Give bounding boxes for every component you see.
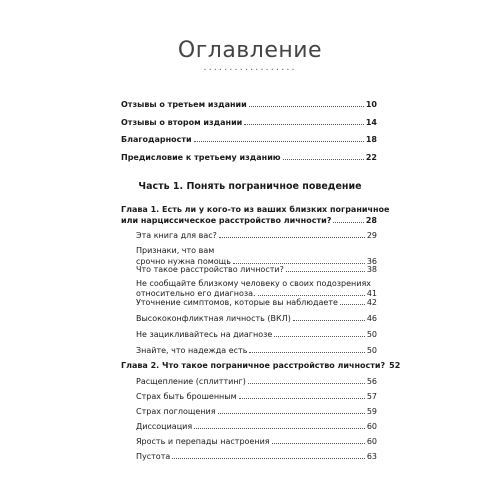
section-label: Знайте, что надежда есть	[136, 346, 248, 355]
page-title: Оглавление	[177, 38, 323, 63]
section-page: 38	[366, 265, 377, 274]
section-page: 29	[366, 231, 377, 240]
section-entry[interactable]	[136, 230, 377, 241]
chapter-entry[interactable]	[121, 215, 377, 226]
chapter-title: Глава 2. Что такое пограничное расстройство личности?	[121, 361, 386, 370]
section-label: Не зацикливайтесь на диагнозе	[136, 330, 273, 339]
section-entry[interactable]	[136, 391, 377, 402]
chapter-title-line2: или нарциссическое расстройство личности?	[121, 216, 332, 225]
chapter-title-line1: Глава 1. Есть ли у кого-то из ваших близких пограничное	[121, 205, 390, 214]
leader-dots	[249, 345, 364, 353]
chapter-page: 52	[389, 361, 401, 370]
section-label: относительно его диагноза.	[136, 289, 256, 298]
section-entry[interactable]	[136, 451, 377, 462]
leader-dots	[333, 215, 364, 223]
leader-dots	[172, 451, 365, 459]
section-label: Пустота	[136, 452, 171, 461]
toc-entry[interactable]	[121, 152, 377, 163]
leader-dots	[258, 288, 365, 296]
section-entry[interactable]	[136, 436, 377, 447]
section-label: Высококонфликтная личность (ВКЛ)	[136, 314, 291, 323]
leader-dots	[272, 436, 365, 444]
section-page: 50	[366, 346, 377, 355]
section-label: Страх быть брошенным	[136, 392, 237, 401]
toc-entry-label: Благодарности	[121, 135, 192, 144]
section-label-line1: Не сообщайте близкому человеку о своих подозрениях	[136, 279, 372, 288]
section-entry[interactable]	[136, 421, 377, 432]
toc-entry[interactable]	[121, 99, 377, 110]
section-label-line1: Признаки, что вам	[136, 246, 215, 255]
leader-dots	[248, 376, 365, 384]
section-label: Расщепление (сплиттинг)	[136, 377, 246, 386]
chapter-entry[interactable]	[121, 360, 401, 371]
section-page: 42	[366, 298, 377, 307]
leader-dots	[194, 134, 364, 142]
section-page: 57	[366, 392, 377, 401]
section-page: 46	[366, 314, 377, 323]
toc-entry-page: 18	[365, 135, 377, 144]
part-heading: Часть 1. Понять пограничное поведение	[138, 181, 362, 192]
section-label: Страх поглощения	[136, 407, 216, 416]
section-entry[interactable]	[136, 376, 377, 387]
chapter-page: 28	[365, 216, 377, 225]
section-page: 50	[366, 330, 377, 339]
toc-entry-page: 22	[365, 153, 377, 162]
section-label: Что такое расстройство личности?	[136, 265, 284, 274]
section-page: 41	[366, 289, 377, 298]
toc-entry-page: 14	[365, 118, 377, 127]
section-entry[interactable]	[136, 406, 377, 417]
section-label: Уточнение симптомов, которые вы наблюдаете	[136, 298, 338, 307]
toc-entry[interactable]	[121, 134, 377, 145]
leader-dots	[283, 152, 364, 160]
leader-dots	[340, 297, 365, 305]
section-page: 56	[366, 377, 377, 386]
section-page: 60	[366, 422, 377, 431]
section-entry[interactable]	[136, 264, 377, 275]
toc-entry-label: Отзывы о третьем издании	[121, 100, 247, 109]
leader-dots	[274, 329, 365, 337]
section-entry[interactable]	[136, 313, 377, 324]
toc-entry[interactable]	[121, 117, 377, 128]
toc-entry-label: Отзывы о втором издании	[121, 118, 243, 127]
section-page: 59	[366, 407, 377, 416]
section-label: Ярость и перепады настроения	[136, 437, 270, 446]
section-label: Диссоциация	[136, 422, 193, 431]
section-page: 63	[366, 452, 377, 461]
section-label: Эта книга для вас?	[136, 231, 217, 240]
leader-dots	[293, 313, 365, 321]
leader-dots	[249, 99, 364, 107]
section-entry[interactable]	[136, 329, 377, 340]
leader-dots	[233, 256, 365, 264]
section-entry[interactable]	[136, 345, 377, 356]
section-label: срочно нужна помощь	[136, 257, 231, 266]
leader-dots	[219, 230, 365, 238]
title-ornament: ..................	[203, 62, 297, 73]
toc-entry-label: Предисловие к третьему изданию	[121, 153, 281, 162]
leader-dots	[194, 421, 365, 429]
leader-dots	[286, 264, 365, 272]
leader-dots	[239, 391, 365, 399]
section-entry[interactable]	[136, 297, 377, 308]
section-page: 60	[366, 437, 377, 446]
leader-dots	[244, 117, 364, 125]
section-page: 36	[366, 257, 377, 266]
leader-dots	[218, 406, 365, 414]
toc-entry-page: 10	[365, 100, 377, 109]
